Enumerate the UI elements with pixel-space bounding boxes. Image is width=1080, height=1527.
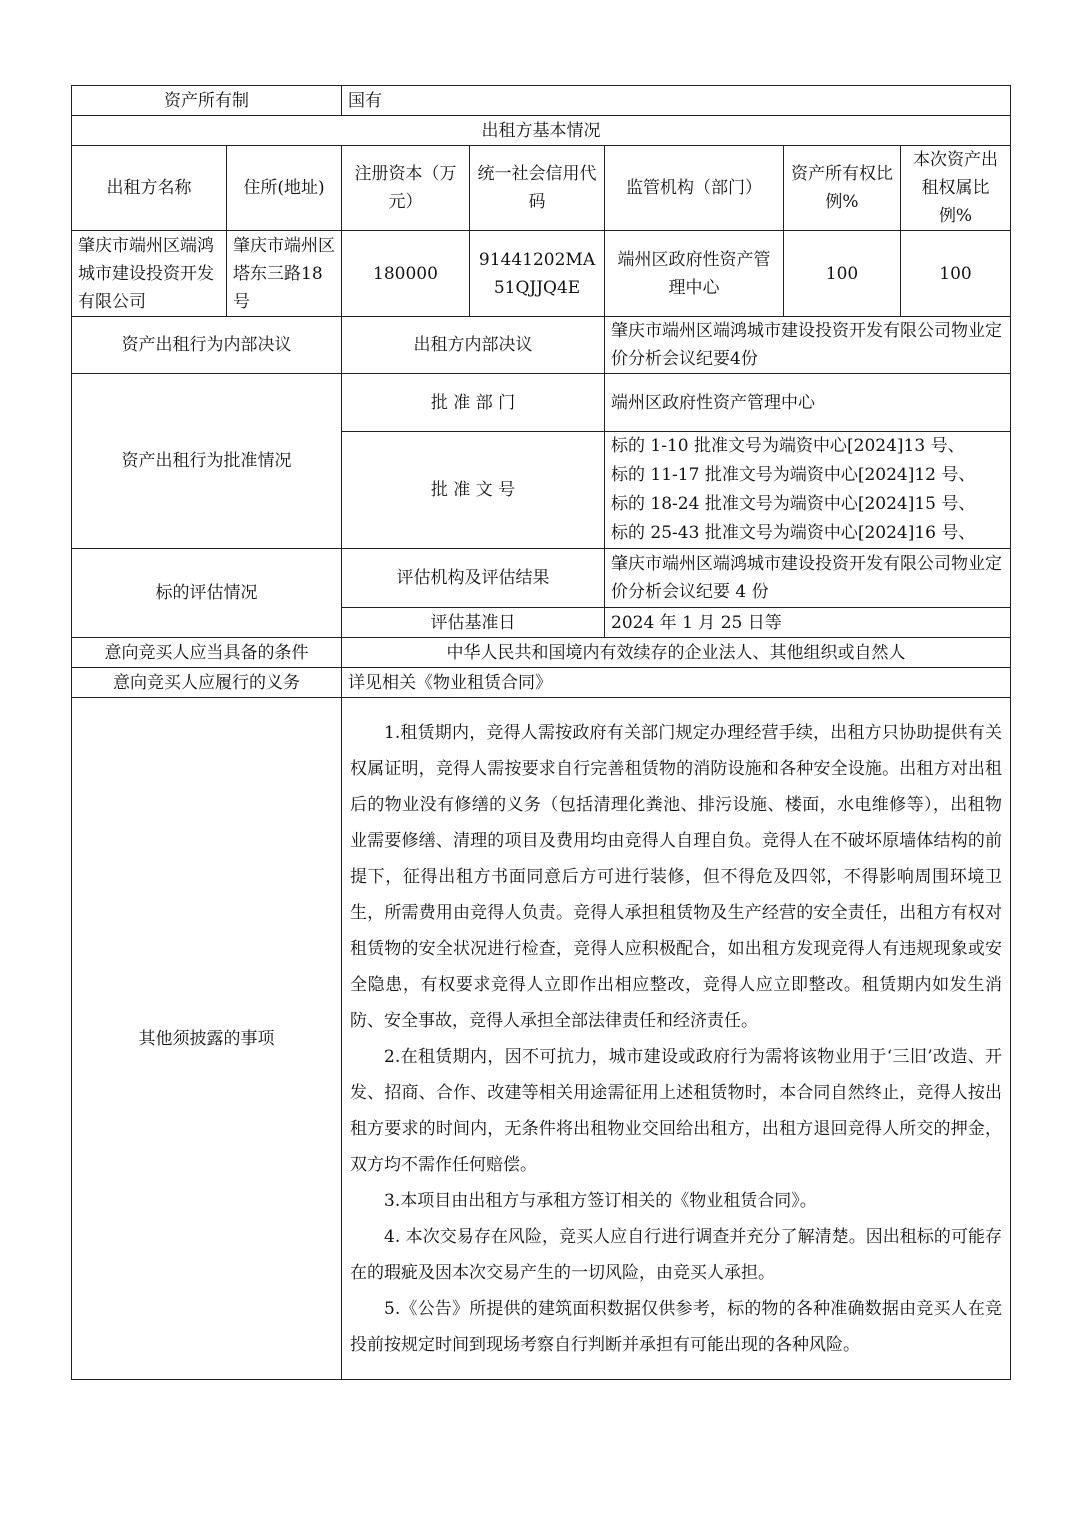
internal-decision-label: 资产出租行为内部决议 — [72, 317, 342, 374]
lessor-lease-ratio: 100 — [901, 231, 1011, 317]
approval-doc-label: 批 准 文 号 — [342, 432, 605, 549]
lessor-name: 肇庆市端州区端鸿城市建设投资开发有限公司 — [72, 231, 227, 317]
evaluation-org-value: 肇庆市端州区端鸿城市建设投资开发有限公司物业定价分析会议纪要 4 份 — [605, 549, 1011, 608]
header-capital: 注册资本（万元） — [342, 146, 470, 231]
approval-doc-line: 标的 25-43 批准文号为端资中心[2024]16 号、 — [611, 523, 976, 543]
lessor-header-row — [72, 146, 1011, 231]
header-address: 住所(地址) — [227, 146, 342, 231]
disclosure-paragraph: 4. 本次交易存在风险，竞买人应自行进行调查并充分了解清楚。因出租标的可能存在的瑕疵及因本次交易产生的一切风险，由竞买人承担。 — [350, 1226, 1003, 1283]
bidder-conditions-label: 意向竞买人应当具备的条件 — [72, 638, 342, 668]
lessor-regulator: 端州区政府性资产管理中心 — [605, 231, 784, 317]
bidder-obligations-label: 意向竞买人应履行的义务 — [72, 668, 342, 698]
internal-decision-row — [72, 317, 1011, 374]
evaluation-date-value: 2024 年 1 月 25 日等 — [605, 608, 1011, 638]
header-lease-ratio: 本次资产出租权属比例% — [901, 146, 1011, 231]
approval-doc-line: 标的 1-10 批准文号为端资中心[2024]13 号、 — [611, 436, 965, 456]
lessor-section-row — [72, 116, 1011, 146]
evaluation-org-row — [72, 549, 1011, 608]
ownership-label: 资产所有制 — [72, 86, 342, 116]
header-regulator: 监管机构（部门） — [605, 146, 784, 231]
disclosure-paragraph: 5.《公告》所提供的建筑面积数据仅供参考，标的物的各种准确数据由竞买人在竞投前按规定时间到现场考察自行判断并承担有可能出现的各种风险。 — [350, 1298, 1003, 1355]
bidder-conditions-value: 中华人民共和国境内有效续存的企业法人、其他组织或自然人 — [342, 638, 1011, 668]
disclosure-table — [71, 85, 1011, 1380]
other-disclosures-row — [72, 698, 1011, 1380]
approval-dept-value: 端州区政府性资产管理中心 — [605, 374, 1011, 432]
approval-dept-row — [72, 374, 1011, 432]
bidder-obligations-row — [72, 668, 1011, 698]
header-credit-code: 统一社会信用代码 — [470, 146, 605, 231]
approval-doc-line: 标的 18-24 批准文号为端资中心[2024]15 号、 — [611, 494, 976, 514]
approval-dept-label: 批 准 部 门 — [342, 374, 605, 432]
disclosure-paragraph: 2.在租赁期内，因不可抗力，城市建设或政府行为需将该物业用于‘三旧’改造、开发、招商、合作、改建等相关用途需征用上述租赁物时，本合同自然终止，竞得人按出租方要求的时间内，无条件将出租物业交回给出租方，出租方退回竞得人所交的押金，双方均不需作任何赔偿。 — [350, 1046, 1003, 1175]
evaluation-date-label: 评估基准日 — [342, 608, 605, 638]
lessor-data-row — [72, 231, 1011, 317]
bidder-obligations-value: 详见相关《物业租赁合同》 — [342, 668, 1011, 698]
internal-decision-sublabel: 出租方内部决议 — [342, 317, 605, 374]
approval-doc-line: 标的 11-17 批准文号为端资中心[2024]12 号、 — [611, 465, 976, 485]
ownership-value: 国有 — [342, 86, 1011, 116]
approval-doc-lines — [605, 432, 1011, 549]
header-lessor-name: 出租方名称 — [72, 146, 227, 231]
header-ownership-ratio: 资产所有权比例% — [784, 146, 901, 231]
other-disclosures-label: 其他须披露的事项 — [72, 698, 342, 1380]
lessor-ownership-ratio: 100 — [784, 231, 901, 317]
evaluation-org-label: 评估机构及评估结果 — [342, 549, 605, 608]
bidder-conditions-row — [72, 638, 1011, 668]
other-disclosures-body — [342, 698, 1011, 1380]
approval-label: 资产出租行为批准情况 — [72, 374, 342, 549]
ownership-row — [72, 86, 1011, 116]
lessor-credit-code: 91441202MA51QJJQ4E — [470, 231, 605, 317]
lessor-capital: 180000 — [342, 231, 470, 317]
disclosure-paragraph: 1.租赁期内，竞得人需按政府有关部门规定办理经营手续，出租方只协助提供有关权属证明，竞得人需按要求自行完善租赁物的消防设施和各种安全设施。出租方对出租后的物业没有修缮的义务（包括清理化粪池、排污设施、楼面，水电维修等），出租物业需要修缮、清理的项目及费用均由竞得人自理自负。竞得人在不破坏原墙体结构的前提下，征得出租方书面同意后方可进行装修，但不得危及四邻，不得影响周围环境卫生，所需费用由竞得人负责。竞得人承担租赁物及生产经营的安全责任，出租方有权对租赁物的安全状况进行检查，竞得人应积极配合，如出租方发现竞得人有违规现象或安全隐患，有权要求竞得人立即作出相应整改，竞得人应立即整改。租赁期内如发生消防、安全事故，竞得人承担全部法律责任和经济责任。 — [350, 722, 1003, 1031]
lessor-section-title: 出租方基本情况 — [72, 116, 1011, 146]
lessor-address: 肇庆市端州区塔东三路18号 — [227, 231, 342, 317]
evaluation-label: 标的评估情况 — [72, 549, 342, 638]
disclosure-paragraph: 3.本项目由出租方与承租方签订相关的《物业租赁合同》。 — [384, 1190, 817, 1211]
internal-decision-value: 肇庆市端州区端鸿城市建设投资开发有限公司物业定价分析会议纪要4份 — [605, 317, 1011, 374]
